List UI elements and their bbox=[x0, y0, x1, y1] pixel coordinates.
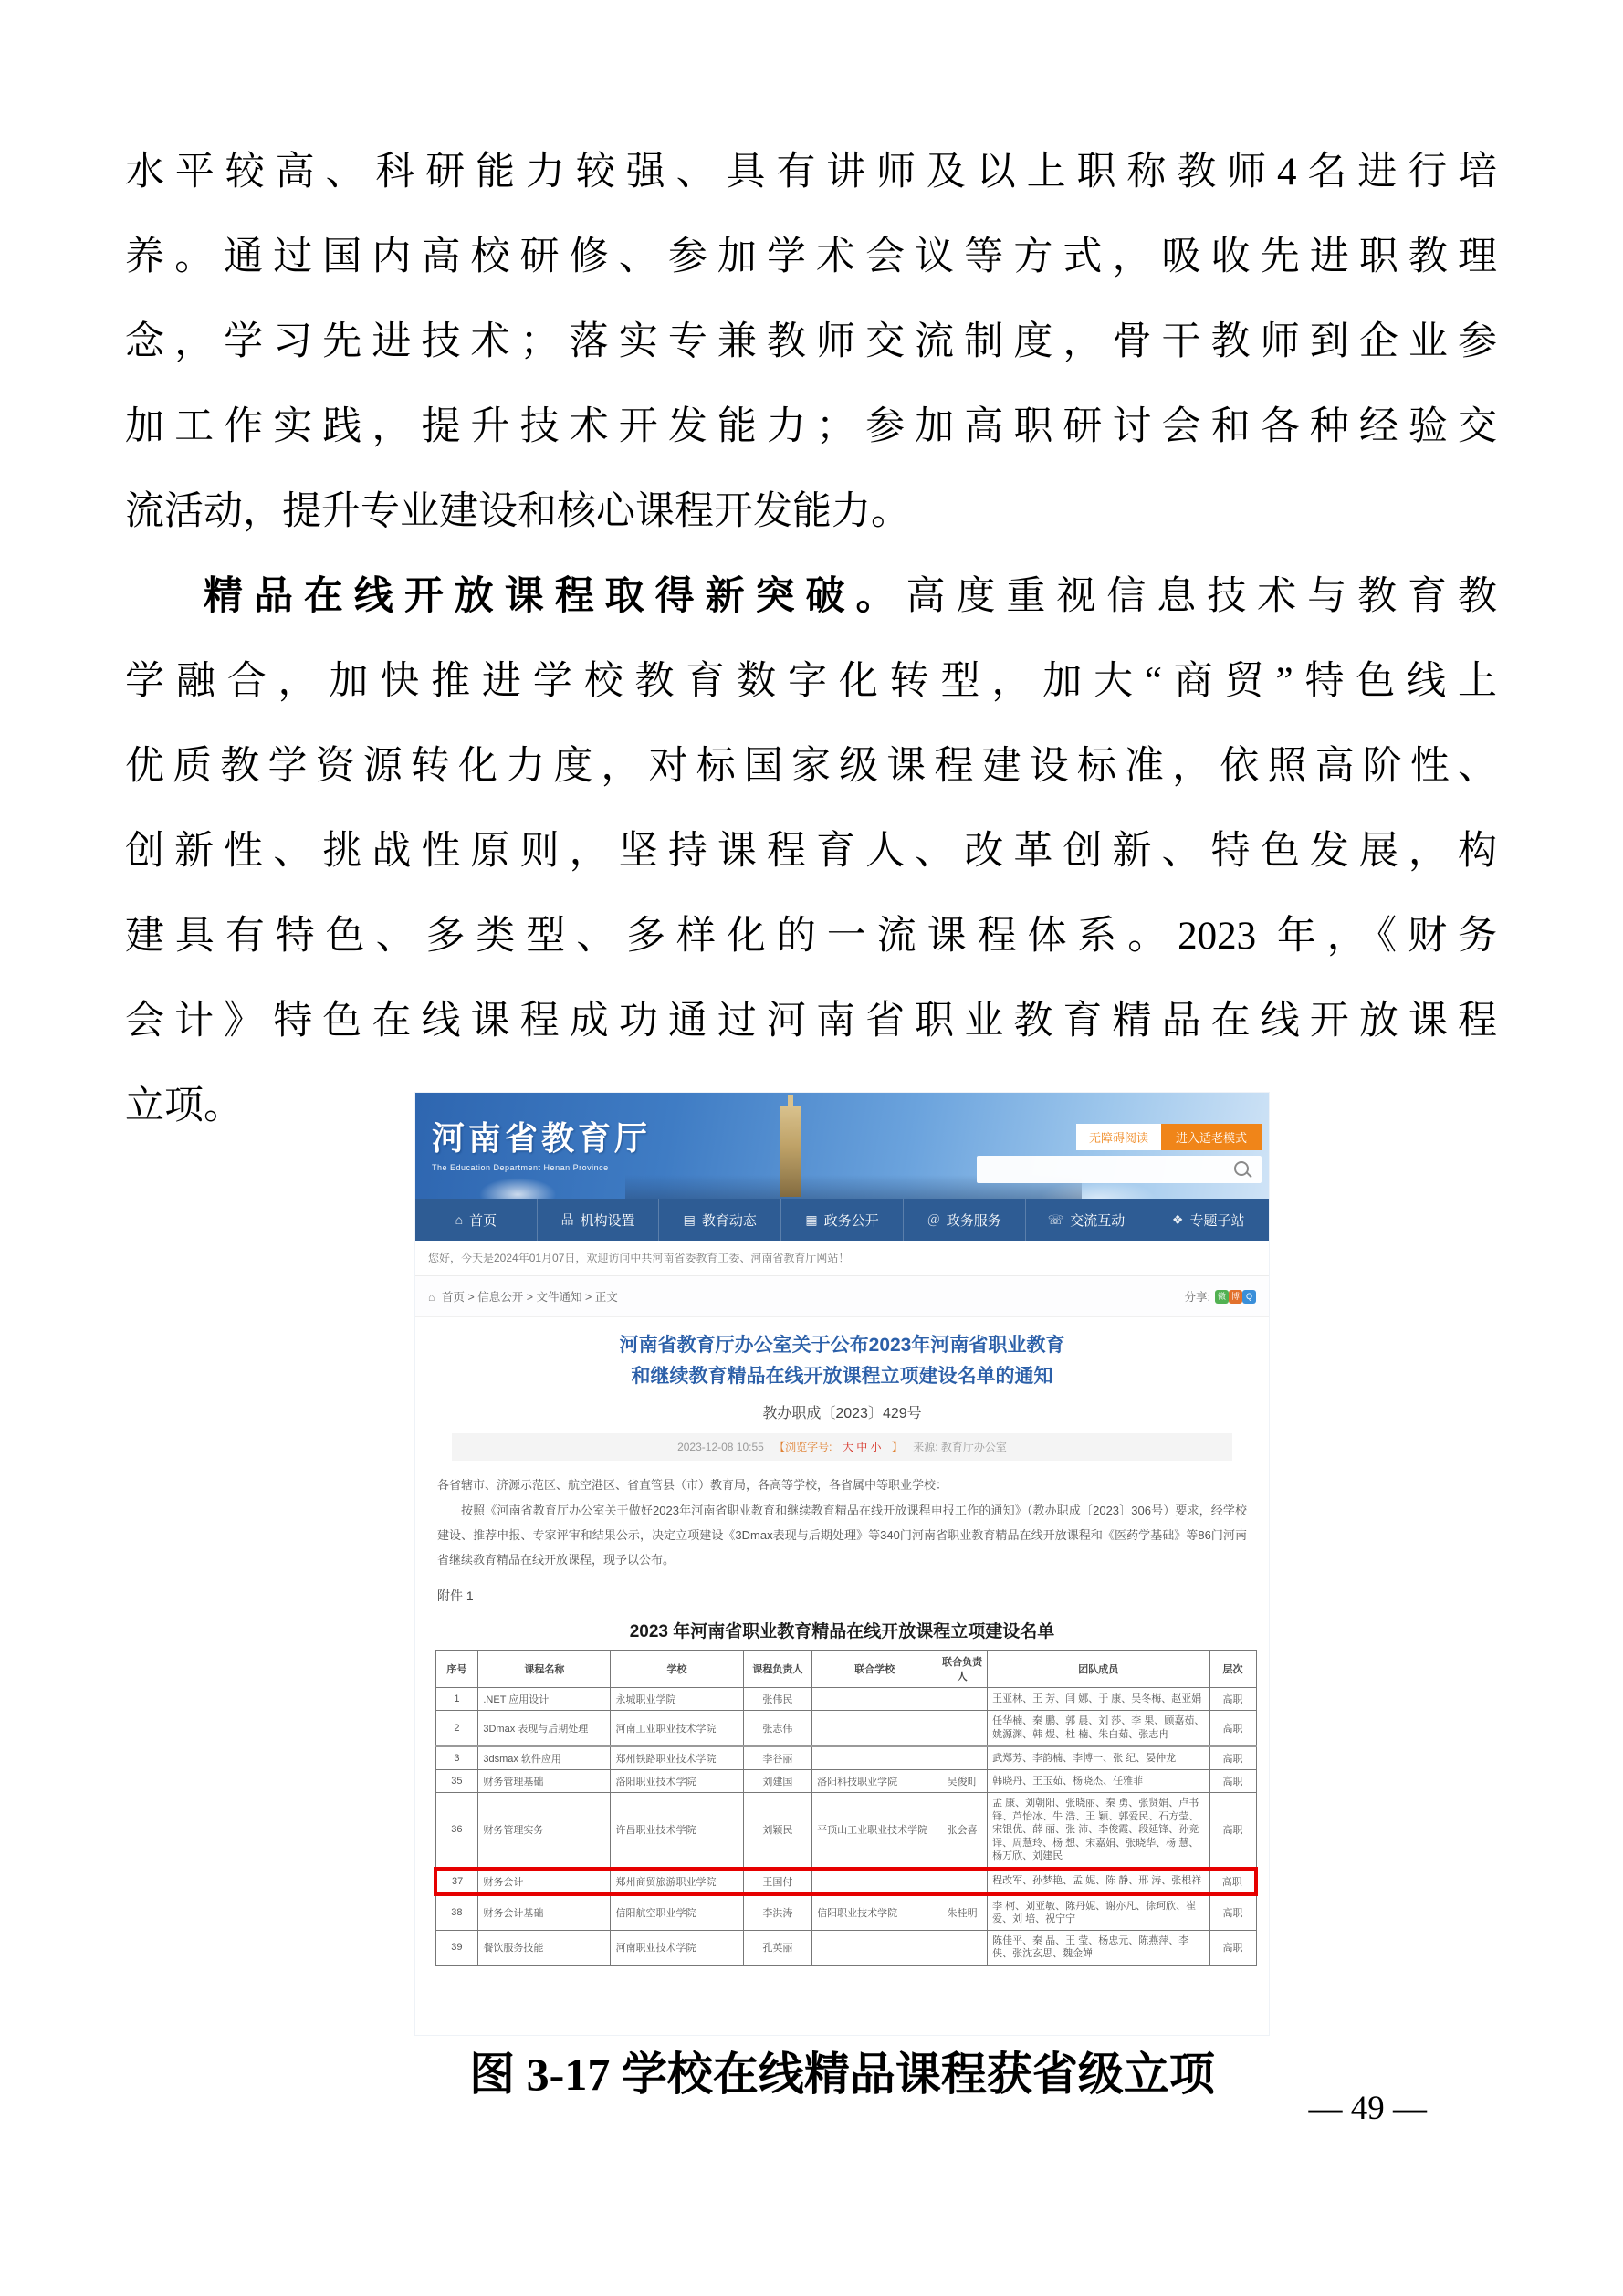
cell-course: 3dsmax 软件应用 bbox=[478, 1746, 611, 1770]
cell-leader: 张志伟 bbox=[743, 1711, 812, 1746]
column-header: 学校 bbox=[611, 1651, 743, 1688]
course-list-table bbox=[434, 1650, 1258, 1966]
font-size-label-end: 】 bbox=[891, 1441, 903, 1453]
home-icon: ⌂ bbox=[428, 1291, 435, 1304]
cell-leader: 孔英丽 bbox=[743, 1930, 812, 1965]
font-size-options[interactable]: 大 中 小 bbox=[842, 1441, 882, 1453]
table-row bbox=[435, 1688, 1256, 1711]
cell-level: 高职 bbox=[1209, 1688, 1256, 1711]
column-header: 联合学校 bbox=[812, 1651, 937, 1688]
article-title-line2: 和继续教育精品在线开放课程立项建设名单的通知 bbox=[631, 1366, 1053, 1387]
table-row bbox=[435, 1869, 1256, 1894]
document-number: 教办职成〔2023〕429号 bbox=[762, 1406, 922, 1421]
cell-school: 洛阳职业技术学院 bbox=[611, 1770, 743, 1793]
body-text bbox=[125, 130, 1497, 1148]
cell-joint_school bbox=[812, 1688, 937, 1711]
text-line-rest: 高度重视信息技术与教育教 bbox=[906, 575, 1498, 618]
article-source: 来源: 教育厅办公室 bbox=[913, 1441, 1007, 1453]
tower-building-image bbox=[780, 1106, 801, 1197]
search-icon[interactable] bbox=[1234, 1161, 1249, 1176]
table-header-row bbox=[435, 1651, 1256, 1688]
cell-joint_leader: 张会喜 bbox=[937, 1793, 988, 1869]
cell-joint_leader bbox=[937, 1746, 988, 1770]
cell-joint_school bbox=[812, 1711, 937, 1746]
text-line: 加工作实践，提升技术开发能力；参加高职研讨会和各种经验交 bbox=[125, 405, 1497, 448]
article-salutation: 各省辖市、济源示范区、航空港区、省直管县（市）教育局，各高等学校，各省属中等职业学校： bbox=[437, 1478, 948, 1492]
column-header: 团队成员 bbox=[988, 1651, 1209, 1688]
accessibility-reading-button[interactable]: 无障碍阅读 bbox=[1076, 1124, 1161, 1150]
cell-no: 1 bbox=[435, 1688, 478, 1711]
nav-item-gov-services[interactable] bbox=[903, 1199, 1025, 1241]
site-logo-title: 河南省教育厅 bbox=[432, 1119, 652, 1157]
share-label: 分享: bbox=[1184, 1291, 1210, 1304]
column-header: 联合负责人 bbox=[937, 1651, 988, 1688]
cell-school: 郑州铁路职业技术学院 bbox=[611, 1746, 743, 1770]
cell-leader: 张伟民 bbox=[743, 1688, 812, 1711]
site-logo-subtitle: The Education Department Henan Province bbox=[432, 1163, 609, 1172]
cell-team: 孟 康、刘朝阳、张晓丽、秦 勇、张贤娟、卢书铎、芦怡冰、牛 浩、王 颖、郭爱民、石方莹、宋银优、薛 丽、张 沛、李俊霞、段延锋、孙竞译、周慧玲、杨 想、宋嘉娟、张晓华、杨 慧、杨万欣、刘建民 bbox=[988, 1793, 1209, 1869]
cell-no: 2 bbox=[435, 1711, 478, 1746]
cell-leader: 李洪涛 bbox=[743, 1894, 812, 1931]
welcome-bar: 您好，今天是2024年01月07日，欢迎访问中共河南省委教育工委、河南省教育厅网站！ bbox=[415, 1241, 1269, 1276]
cell-school: 郑州商贸旅游职业学院 bbox=[611, 1869, 743, 1894]
page-number: — 49 — bbox=[1308, 2090, 1427, 2127]
table-row bbox=[435, 1793, 1256, 1869]
search-input[interactable] bbox=[982, 1158, 1232, 1180]
main-nav bbox=[415, 1199, 1269, 1241]
qq-share-icon[interactable]: Q bbox=[1242, 1290, 1256, 1304]
cell-no: 38 bbox=[435, 1894, 478, 1931]
cell-team: 韩晓丹、王玉茹、杨晓杰、任雅菲 bbox=[988, 1770, 1209, 1793]
special-subsites-icon: ❖ bbox=[1171, 1211, 1184, 1227]
breadcrumb-row bbox=[415, 1276, 1269, 1316]
search-bar[interactable] bbox=[977, 1156, 1262, 1183]
cell-level: 高职 bbox=[1209, 1930, 1256, 1965]
home-icon: ⌂ bbox=[455, 1212, 464, 1227]
cell-team: 王亚林、王 芳、闫 娜、于 康、吴冬梅、赵亚娟 bbox=[988, 1688, 1209, 1711]
cell-course: .NET 应用设计 bbox=[478, 1688, 611, 1711]
nav-item-label: 交流互动 bbox=[1070, 1212, 1126, 1229]
cell-leader: 刘颖民 bbox=[743, 1793, 812, 1869]
cell-joint_school bbox=[812, 1869, 937, 1894]
interaction-icon: ☏ bbox=[1047, 1211, 1064, 1227]
cell-course: 3Dmax 表现与后期处理 bbox=[478, 1711, 611, 1746]
nav-item-special-subsites[interactable] bbox=[1147, 1199, 1269, 1241]
cell-school: 许昌职业技术学院 bbox=[611, 1793, 743, 1869]
article-meta-bar bbox=[452, 1433, 1232, 1461]
text-line: 学融合，加快推进学校教育数字化转型，加大“商贸”特色线上 bbox=[125, 660, 1497, 703]
table-row bbox=[435, 1770, 1256, 1793]
nav-item-label: 教育动态 bbox=[701, 1212, 757, 1229]
cell-team: 任华楠、秦 鹏、郭 晨、刘 莎、李 果、顾嘉茹、姚源渊、韩 煜、杜 楠、朱白茹、张志冉 bbox=[988, 1711, 1209, 1746]
text-line: 会计》特色在线课程成功通过河南省职业教育精品在线开放课程 bbox=[125, 1000, 1497, 1043]
cell-leader: 李谷丽 bbox=[743, 1746, 812, 1770]
text-line: 流活动，提升专业建设和核心课程开发能力。 bbox=[125, 490, 910, 533]
column-header: 课程负责人 bbox=[743, 1651, 812, 1688]
cell-leader: 王国付 bbox=[743, 1869, 812, 1894]
table-row bbox=[435, 1711, 1256, 1746]
nav-item-org-setup[interactable] bbox=[537, 1199, 659, 1241]
nav-item-home[interactable] bbox=[415, 1199, 537, 1241]
nav-item-label: 专题子站 bbox=[1189, 1212, 1245, 1229]
cell-level: 高职 bbox=[1209, 1746, 1256, 1770]
cell-level: 高职 bbox=[1209, 1770, 1256, 1793]
text-line: 建具有特色、多类型、多样化的一流课程体系。2023 年，《财务 bbox=[125, 915, 1497, 958]
article-title-line1: 河南省教育厅办公室关于公布2023年河南省职业教育 bbox=[619, 1335, 1065, 1356]
cell-no: 37 bbox=[435, 1869, 478, 1894]
table-row bbox=[435, 1746, 1256, 1770]
cell-level: 高职 bbox=[1209, 1793, 1256, 1869]
publish-datetime: 2023-12-08 10:55 bbox=[677, 1441, 764, 1453]
nav-item-label: 政务服务 bbox=[946, 1212, 1001, 1229]
article-title bbox=[415, 1330, 1269, 1392]
nav-item-edu-news[interactable] bbox=[658, 1199, 780, 1241]
cell-school: 河南工业职业技术学院 bbox=[611, 1711, 743, 1746]
nav-item-interaction[interactable] bbox=[1025, 1199, 1147, 1241]
cell-team: 陈佳平、秦 晶、王 莹、杨忠元、陈燕萍、李 侠、张沈玄思、魏金婵 bbox=[988, 1930, 1209, 1965]
embedded-website-screenshot bbox=[415, 1093, 1269, 2035]
cell-course: 财务会计 bbox=[478, 1869, 611, 1894]
column-header: 层次 bbox=[1209, 1651, 1256, 1688]
nav-item-label: 机构设置 bbox=[580, 1212, 635, 1229]
cell-no: 3 bbox=[435, 1746, 478, 1770]
site-banner bbox=[415, 1093, 1269, 1199]
weibo-share-icon[interactable]: 博 bbox=[1229, 1290, 1242, 1304]
article-card bbox=[415, 1316, 1269, 1966]
nav-item-gov-disclosure[interactable] bbox=[780, 1199, 903, 1241]
gov-services-icon: ＠ bbox=[927, 1212, 940, 1227]
cell-level: 高职 bbox=[1209, 1869, 1256, 1894]
cell-joint_school: 平顶山工业职业技术学院 bbox=[812, 1793, 937, 1869]
cell-school: 河南职业技术学院 bbox=[611, 1930, 743, 1965]
cell-joint_leader: 朱桂明 bbox=[937, 1894, 988, 1931]
cell-joint_leader bbox=[937, 1930, 988, 1965]
site-logo[interactable] bbox=[432, 1113, 651, 1172]
cell-course: 财务管理实务 bbox=[478, 1793, 611, 1869]
cell-school: 信阳航空职业学院 bbox=[611, 1894, 743, 1931]
cell-no: 39 bbox=[435, 1930, 478, 1965]
edu-news-icon: ▤ bbox=[683, 1211, 696, 1227]
cell-no: 35 bbox=[435, 1770, 478, 1793]
cell-no: 36 bbox=[435, 1793, 478, 1869]
text-line: 养。通过国内高校研修、参加学术会议等方式，吸收先进职教理 bbox=[125, 236, 1497, 278]
cell-team: 李 柯、刘亚敏、陈丹妮、谢亦凡、徐珂欣、崔 爱、刘 培、祝宁宁 bbox=[988, 1894, 1209, 1931]
cell-team: 程改军、孙梦艳、孟 妮、陈 静、邢 涛、张根祥 bbox=[988, 1869, 1209, 1894]
cell-team: 武郑芳、李韵楠、李博一、张 纪、晏仲龙 bbox=[988, 1746, 1209, 1770]
column-header: 课程名称 bbox=[478, 1651, 611, 1688]
text-line: 创新性、挑战性原则，坚持课程育人、改革创新、特色发展，构 bbox=[125, 830, 1497, 873]
cell-leader: 刘建国 bbox=[743, 1770, 812, 1793]
nav-item-label: 首页 bbox=[469, 1212, 497, 1229]
cell-level: 高职 bbox=[1209, 1711, 1256, 1746]
elder-mode-button[interactable]: 进入适老模式 bbox=[1161, 1124, 1262, 1150]
cell-joint_leader bbox=[937, 1711, 988, 1746]
breadcrumb-trail[interactable]: 首页 > 信息公开 > 文件通知 > 正文 bbox=[442, 1291, 618, 1304]
text-line: 水平较高、科研能力较强、具有讲师及以上职称教师4名进行培 bbox=[125, 151, 1497, 194]
nav-item-label: 政务公开 bbox=[823, 1212, 879, 1229]
text-line: 优质教学资源转化力度，对标国家级课程建设标准，依照高阶性、 bbox=[125, 745, 1497, 788]
table-row bbox=[435, 1894, 1256, 1931]
cell-joint_leader bbox=[937, 1869, 988, 1894]
cell-level: 高职 bbox=[1209, 1894, 1256, 1931]
table-row bbox=[435, 1930, 1256, 1965]
attachment-label: 附件 1 bbox=[437, 1588, 474, 1603]
cell-school: 永城职业学院 bbox=[611, 1688, 743, 1711]
cell-joint_leader: 吴俊町 bbox=[937, 1770, 988, 1793]
text-line: 立项。 bbox=[125, 1085, 243, 1127]
cell-joint_school bbox=[812, 1746, 937, 1770]
table-title: 2023 年河南省职业教育精品在线开放课程立项建设名单 bbox=[629, 1622, 1055, 1641]
cell-course: 财务会计基础 bbox=[478, 1894, 611, 1931]
breadcrumb[interactable] bbox=[428, 1288, 618, 1305]
paragraph-heading: 精品在线开放课程取得新突破。 bbox=[204, 575, 906, 618]
cell-joint_school bbox=[812, 1930, 937, 1965]
wechat-share-icon[interactable]: 微 bbox=[1215, 1290, 1229, 1304]
font-size-label: 【浏览字号: bbox=[774, 1441, 832, 1453]
cell-joint_school: 洛阳科技职业学院 bbox=[812, 1770, 937, 1793]
cell-joint_leader bbox=[937, 1688, 988, 1711]
column-header: 序号 bbox=[435, 1651, 478, 1688]
cell-course: 餐饮服务技能 bbox=[478, 1930, 611, 1965]
gov-disclosure-icon: ▦ bbox=[805, 1211, 818, 1227]
cell-course: 财务管理基础 bbox=[478, 1770, 611, 1793]
text-line: 念，学习先进技术；落实专兼教师交流制度，骨干教师到企业参 bbox=[125, 320, 1497, 363]
cell-joint_school: 信阳职业技术学院 bbox=[812, 1894, 937, 1931]
text-line bbox=[125, 554, 1497, 639]
article-body: 按照《河南省教育厅办公室关于做好2023年河南省职业教育和继续教育精品在线开放课程申报工作的通知》（教办职成〔2023〕306号）要求，经学校建设、推荐申报、专家评审和结果公示，决定立项建设《3Dmax表现与后期处理》等340门河南省职业教育精品在线开放课程和《医药学基础》等86门河南省继续教育精品在线开放课程，现予以公布。 bbox=[437, 1504, 1247, 1567]
figure-caption: 图 3-17 学校在线精品课程获省级立项 bbox=[469, 2049, 1215, 2100]
org-setup-icon: 品 bbox=[560, 1212, 574, 1227]
